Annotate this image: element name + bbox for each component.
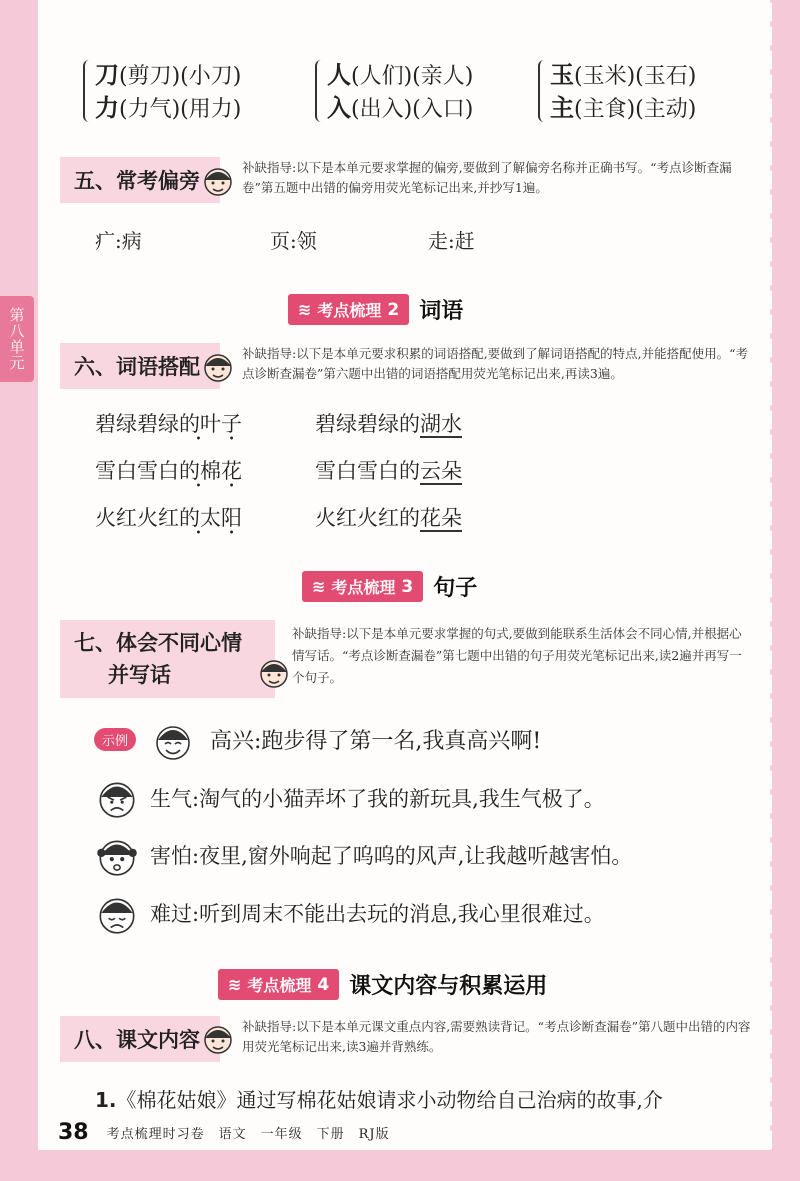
brace-icon bbox=[83, 60, 93, 122]
wave-icon: ≋ bbox=[228, 975, 242, 994]
word-row: 人(人们)(亲人) bbox=[327, 60, 474, 89]
brace-icon bbox=[315, 60, 325, 122]
sentence-scared: 害怕:夜里,窗外响起了呜呜的风声,让我越听越害怕。 bbox=[150, 844, 633, 868]
word-row: 力(力气)(用力) bbox=[95, 93, 242, 122]
word-group bbox=[550, 58, 696, 128]
word-row: 玉(玉米)(玉石) bbox=[550, 60, 697, 89]
sentence-sad: 难过:听到周末不能出去玩的消息,我心里很难过。 bbox=[150, 902, 605, 926]
radical-item: 走:赶 bbox=[428, 229, 475, 253]
girl-face-icon bbox=[254, 652, 294, 692]
word-group bbox=[95, 58, 241, 128]
scared-face-icon bbox=[93, 832, 141, 880]
example-badge: 示例 bbox=[94, 728, 136, 751]
page-frame-right bbox=[770, 0, 794, 1150]
page-number: 38 bbox=[58, 1120, 89, 1145]
radical-item: 页:领 bbox=[270, 229, 317, 253]
girl-face-icon bbox=[198, 160, 238, 200]
girl-face-icon bbox=[198, 346, 238, 386]
word-row: 刀(剪刀)(小刀) bbox=[95, 60, 242, 89]
page-frame-left bbox=[0, 0, 42, 1181]
collocation-item: 碧绿碧绿的湖水 bbox=[315, 412, 462, 436]
topic-badge: ≋ 考点梳理 4 bbox=[218, 969, 339, 1000]
collocation-item: 雪白雪白的棉花 • • bbox=[95, 455, 242, 485]
tip-text: 补缺指导:以下是本单元要求掌握的偏旁,要做到了解偏旁名称并正确书写。“考点诊断查漏卷”第五题中出错的偏旁用荧光笔标记出来,并抄写1遍。 bbox=[242, 160, 732, 195]
word-groups bbox=[95, 58, 755, 128]
topic-heading-3 bbox=[302, 571, 477, 602]
topic-badge: ≋ 考点梳理 2 bbox=[288, 294, 409, 325]
angry-face-icon bbox=[93, 774, 141, 822]
topic-title: 课文内容与积累运用 bbox=[349, 974, 548, 999]
sad-face-icon bbox=[93, 890, 141, 938]
section-header-text-content: 八、课文内容 bbox=[60, 1016, 220, 1062]
happy-face-icon bbox=[150, 718, 196, 764]
word-group bbox=[327, 58, 473, 128]
book-info: 考点梳理时习卷 语文 一年级 下册 RJ版 bbox=[106, 1127, 390, 1142]
section-header-collocation: 六、词语搭配 bbox=[60, 343, 220, 389]
tip-text: 补缺指导:以下是本单元要求积累的词语搭配,要做到了解词语搭配的特点,并能搭配使用。“考点诊断查漏卷”第六题中出错的词语搭配用荧光笔标记出来,再读3遍。 bbox=[242, 346, 749, 381]
tip-text: 补缺指导:以下是本单元要求掌握的句式,要做到能联系生活体会不同心情,并根据心情写话。“考点诊断查漏卷”第七题中出错的句子用荧光笔标记出来,读2遍并再写一个句子。 bbox=[292, 626, 742, 685]
section-header-radicals: 五、常考偏旁 bbox=[60, 157, 220, 203]
girl-face-icon bbox=[198, 1018, 238, 1058]
collocation-item: 火红火红的太阳 • • bbox=[95, 502, 242, 532]
topic-title: 句子 bbox=[433, 576, 478, 601]
topic-badge: ≋ 考点梳理 3 bbox=[302, 571, 423, 602]
sentence-angry: 生气:淘气的小猫弄坏了我的新玩具,我生气极了。 bbox=[150, 787, 605, 811]
wave-icon: ≋ bbox=[312, 577, 326, 596]
topic-heading-4 bbox=[218, 969, 547, 1000]
text-item-1: 1.《棉花姑娘》通过写棉花姑娘请求小动物给自己治病的故事,介 bbox=[95, 1088, 663, 1112]
collocation-item: 雪白雪白的云朵 bbox=[315, 459, 462, 483]
radical-item: 疒:病 bbox=[95, 229, 142, 253]
wave-icon: ≋ bbox=[298, 300, 312, 319]
topic-heading-2 bbox=[288, 294, 463, 325]
sentence-happy: 高兴:跑步得了第一名,我真高兴啊! bbox=[210, 729, 542, 754]
collocation-item: 火红火红的花朵 bbox=[315, 506, 462, 530]
page-frame-bottom bbox=[38, 1150, 778, 1181]
section-header-feelings: 七、体会不同心情 并写话 bbox=[60, 620, 275, 698]
topic-title: 词语 bbox=[419, 299, 464, 324]
footer bbox=[58, 1120, 390, 1145]
tip-text: 补缺指导:以下是本单元课文重点内容,需要熟读背记。“考点诊断查漏卷”第八题中出错的内容用荧光笔标记出来,读3遍并背熟练。 bbox=[242, 1019, 751, 1054]
collocation-item: 碧绿碧绿的叶子 • • bbox=[95, 408, 242, 438]
brace-icon bbox=[538, 60, 548, 122]
word-row: 入(出入)(入口) bbox=[327, 93, 474, 122]
unit-side-tab: 第八单元 bbox=[0, 296, 34, 382]
word-row: 主(主食)(主动) bbox=[550, 93, 697, 122]
